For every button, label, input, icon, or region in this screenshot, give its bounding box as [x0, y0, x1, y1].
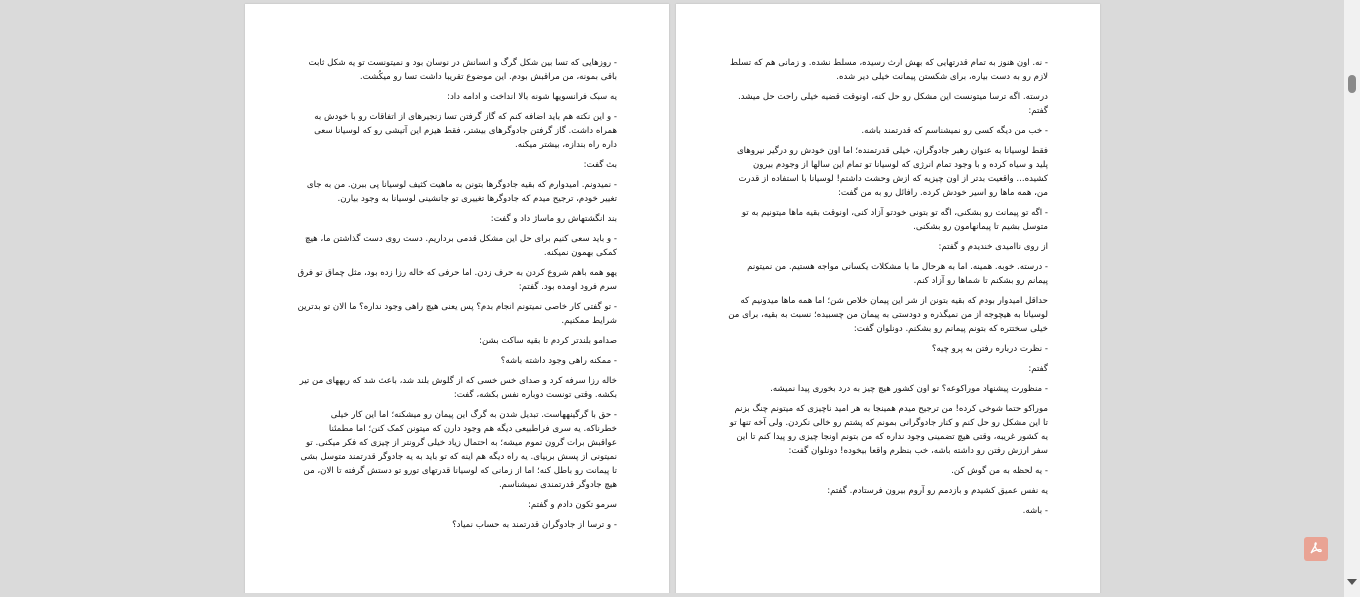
document-page-right — [676, 4, 1100, 593]
page-text-column — [297, 56, 617, 538]
paragraph: - و باید سعی کنیم برای حل این مشکل قدمی برداریم. دست روی دست گذاشتن ما، هیچ کمکی بهمون نمیکنه. — [305, 234, 617, 258]
paragraph: سرمو تکون دادم و گفتم: — [528, 500, 617, 510]
paragraph: - اگه تو پیمانت رو بشکنی، اگه تو بتونی خودتو آزاد کنی، اونوقت بقیه ماها میتونیم به تو متوسل بشیم تا پیمانهامون رو بشکنی. — [741, 208, 1048, 232]
paragraph: - نظرت درباره رفتن به پرو چیه؟ — [931, 344, 1048, 354]
paragraph: صدامو بلندتر کردم تا بقیه ساکت بشن: — [479, 336, 617, 346]
paragraph: حداقل امیدوار بودم که بقیه بتونن از شر این پیمان خلاص شن؛ اما همه ماها میدونیم که لوسیانا به هیچوجه از من نمیگذره و دودستی به پیمان من چسبیده؛ نسبت به بقیه، برای من خیلی سختتره که بتونم پیمانم رو بشکنم. دونلوان گفت: — [728, 296, 1048, 334]
paragraph: - و ترسا از جادوگران قدرتمند به حساب نمیاد؟ — [452, 520, 617, 530]
paragraph: - باشه. — [1022, 506, 1048, 516]
paragraph: - نه. اون هنوز به تمام قدرتهایی که بهش ارث رسیده، مسلط نشده. و زمانی هم که تسلط لازم رو به دست بیاره، برای شکستن پیمانت خیلی دیر شده. — [730, 58, 1048, 82]
vertical-scrollbar[interactable] — [1344, 0, 1360, 597]
paragraph: - تو گفتی کار خاصی نمیتونم انجام بدم؟ پس یعنی هیچ راهی وجود نداره؟ ما الان تو بدترین شرایط ممکنیم. — [297, 302, 617, 326]
paragraph: - خب من دیگه کسی رو نمیشناسم که قدرتمند باشه. — [861, 126, 1048, 136]
page-text-column — [728, 56, 1048, 524]
paragraph: خاله رزا سرفه کرد و صدای خس خسی که از گلوش بلند شد، باعث شد که ریههای من تیر بکشه. وقتی تونست دوباره نفس بکشه، گفت: — [299, 376, 617, 400]
pdf-icon[interactable] — [1304, 537, 1328, 561]
paragraph: - نمیدونم. امیدوارم که بقیه جادوگرها بتونن به ماهیت کثیف لوسیانا پی ببرن. من به جای تغییر خودم، ترجیح میدم که جادوگرها تغییری تو جانشینی لوسیانا به وجود بیارن. — [306, 180, 617, 204]
paragraph: - یه لحظه به من گوش کن. — [951, 466, 1048, 476]
paragraph: یه سبک فرانسویها شونه بالا انداخت و ادامه داد: — [447, 92, 617, 102]
paragraph: از روی ناامیدی خندیدم و گفتم: — [938, 242, 1048, 252]
paragraph: - منظورت پیشنهاد موراکوعه؟ تو اون کشور هیچ چیز به درد بخوری پیدا نمیشه. — [770, 384, 1048, 394]
chevron-down-icon[interactable] — [1347, 579, 1357, 585]
paragraph: بث گفت: — [583, 160, 617, 170]
scrollbar-thumb[interactable] — [1348, 75, 1356, 93]
paragraph: - درسته. خوبه. همینه. اما به هرحال ما با مشکلات یکسانی مواجه هستیم. من نمیتونم پیمانم رو بشکنم تا شماها رو آزاد کنم. — [747, 262, 1048, 286]
paragraph: - روزهایی که تسا بین شکل گرگ و انسانش در نوسان بود و نمیتونست تو یه شکل ثابت باقی بمونه، من مراقبش بودم. این موضوع تقریبا داشت تسا رو میکُشت. — [308, 58, 617, 82]
paragraph: فقط لوسیانا به عنوان رهبر جادوگران، خیلی قدرتمنده؛ اما اون خودش رو درگیر نیروهای پلید و سیاه کرده و با وجود تمام انرژی که لوسیانا تو تمام این سالها از وجودم بیرون کشیده... واقعیت بدتر از اون چیزیه که ازش وحشت داشتم! لوسیانا با استفاده از قدرت من، همه ماها رو اسیر خودش کرده. رافائل رو به من گفت: — [736, 146, 1048, 198]
document-page-left — [245, 4, 669, 593]
paragraph: درسته. اگه ترسا میتونست این مشکل رو حل کنه، اونوقت قضیه خیلی راحت حل میشد. گفتم: — [738, 92, 1048, 116]
paragraph: - و این نکته هم باید اضافه کنم که گاز گرفتن تسا زنجیرهای از اتفاقات رو با خودش به همراه داشت. گاز گرفتن جادوگرهای بیشتر، فقط هیزم این آتیشی رو که لوسیانا سعی داره راه بندازه، بیشتر میکنه. — [314, 112, 617, 150]
paragraph: گفتم: — [1028, 364, 1048, 374]
paragraph: بند انگشتهاش رو ماساژ داد و گفت: — [490, 214, 617, 224]
paragraph: - ممکنه راهی وجود داشته باشه؟ — [500, 356, 617, 366]
paragraph: - حق با گرگینههاست. تبدیل شدن به گرگ این پیمان رو میشکنه؛ اما این کار خیلی خطرناکه. یه سری فراطبیعی دیگه هم وجود دارن که میتونن کمک کنن؛ اما مطمئنا عواقبش برات گرون تموم میشه؛ به احتمال زیاد خیلی گرونتر از چیزی که فکر میکنی. تو نمیتونی از پسش بربیای. یه راه دیگه هم اینه که تو باید به یه جادوگر قدرتمند متوسل بشی تا پیمانت رو باطل کنه؛ اما از زمانی که لوسیانا قدرتهای تورو تو دستش گرفته تا الان، من هیچ جادوگر قدرتمندی نمیشناسم. — [300, 410, 617, 490]
paragraph: موراکو حتما شوخی کرده! من ترجیح میدم همینجا به هر امید ناچیزی که میتونم چنگ بزنم تا این مشکل رو حل کنم و کنار جادوگرانی بمونم که پشتم رو خالی نکردن. ولی آخه تنها تو یه کشور غریبه، وقتی هیچ تضمینی وجود نداره که من بتونم اونجا چیزی رو پیدا کنم تا این سفر ارزش رفتن رو داشته باشه، خب بنظرم واقعا بیخوده! دونلوان گفت: — [729, 404, 1048, 456]
pdf-viewer — [3, 0, 1342, 593]
paragraph: یهو همه باهم شروع کردن به حرف زدن. اما حرفی که خاله رزا زده بود، مثل چماق تو فرق سرم فرود اومده بود. گفتم: — [297, 268, 617, 292]
paragraph: یه نفس عمیق کشیدم و بازدمم رو آروم بیرون فرستادم. گفتم: — [827, 486, 1048, 496]
